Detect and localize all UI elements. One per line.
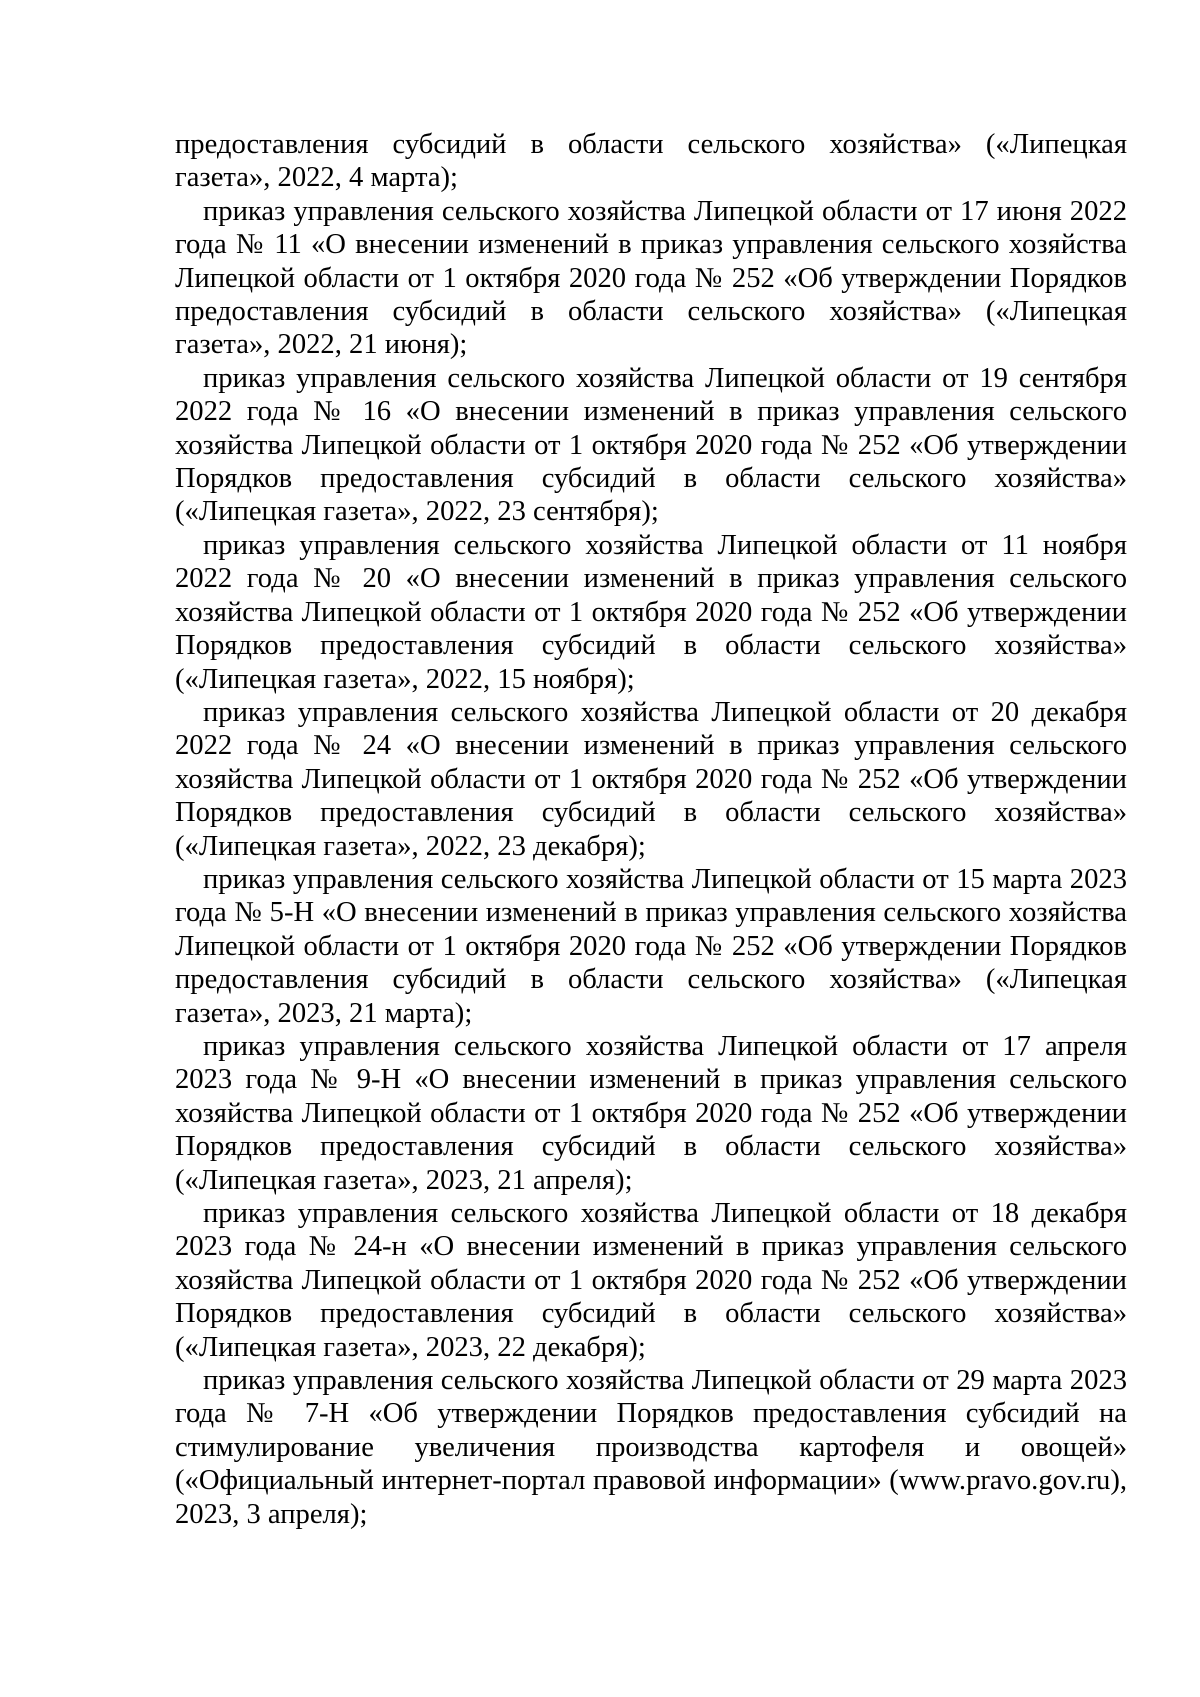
paragraph-order-20-december-2022: приказ управления сельского хозяйства Липецкой области от 20 декабря 2022 года № 24 «О внесении изменений в приказ управления сельского хозяйства Липецкой области от 1 октября 2020 года № 252 «Об утверждении Порядков предоставления субсидий в области сельского хозяйства» («Липецкая газета», 2022, 23 декабря); [175,696,1127,862]
paragraph-order-17-june-2022: приказ управления сельского хозяйства Липецкой области от 17 июня 2022 года № 11 «О внесении изменений в приказ управления сельского хозяйства Липецкой области от 1 октября 2020 года № 252 «Об утверждении Порядков предоставления субсидий в области сельского хозяйства» («Липецкая газета», 2022, 21 июня); [175,195,1127,361]
paragraph-order-18-december-2023: приказ управления сельского хозяйства Липецкой области от 18 декабря 2023 года № 24-н «О внесении изменений в приказ управления сельского хозяйства Липецкой области от 1 октября 2020 года № 252 «Об утверждении Порядков предоставления субсидий в области сельского хозяйства» («Липецкая газета», 2023, 22 декабря); [175,1198,1127,1363]
paragraph-continuation: предоставления субсидий в области сельского хозяйства» («Липецкая газета», 2022, 4 марта); [175,129,1127,194]
paragraph-order-15-march-2023: приказ управления сельского хозяйства Липецкой области от 15 марта 2023 года № 5-Н «О внесении изменений в приказ управления сельского хозяйства Липецкой области от 1 октября 2020 года № 252 «Об утверждении Порядков предоставления субсидий в области сельского хозяйства» («Липецкая газета», 2023, 21 марта); [175,863,1127,1029]
document-body [175,128,1127,1531]
paragraph-order-17-april-2023: приказ управления сельского хозяйства Липецкой области от 17 апреля 2023 года № 9-Н «О внесении изменений в приказ управления сельского хозяйства Липецкой области от 1 октября 2020 года № 252 «Об утверждении Порядков предоставления субсидий в области сельского хозяйства» («Липецкая газета», 2023, 21 апреля); [175,1030,1127,1196]
paragraph-order-19-september-2022: приказ управления сельского хозяйства Липецкой области от 19 сентября 2022 года № 16 «О внесении изменений в приказ управления сельского хозяйства Липецкой области от 1 октября 2020 года № 252 «Об утверждении Порядков предоставления субсидий в области сельского хозяйства» («Липецкая газета», 2022, 23 сентября); [175,362,1127,528]
paragraph-order-29-march-2023: приказ управления сельского хозяйства Липецкой области от 29 марта 2023 года № 7-Н «Об утверждении Порядков предоставления субсидий на стимулирование увеличения производства картофеля и овощей» («Официальный интернет-портал правовой информации» (www.pravo.gov.ru), 2023, 3 апреля); [175,1365,1127,1530]
paragraph-order-11-november-2022: приказ управления сельского хозяйства Липецкой области от 11 ноября 2022 года № 20 «О внесении изменений в приказ управления сельского хозяйства Липецкой области от 1 октября 2020 года № 252 «Об утверждении Порядков предоставления субсидий в области сельского хозяйства» («Липецкая газета», 2022, 15 ноября); [175,529,1127,695]
